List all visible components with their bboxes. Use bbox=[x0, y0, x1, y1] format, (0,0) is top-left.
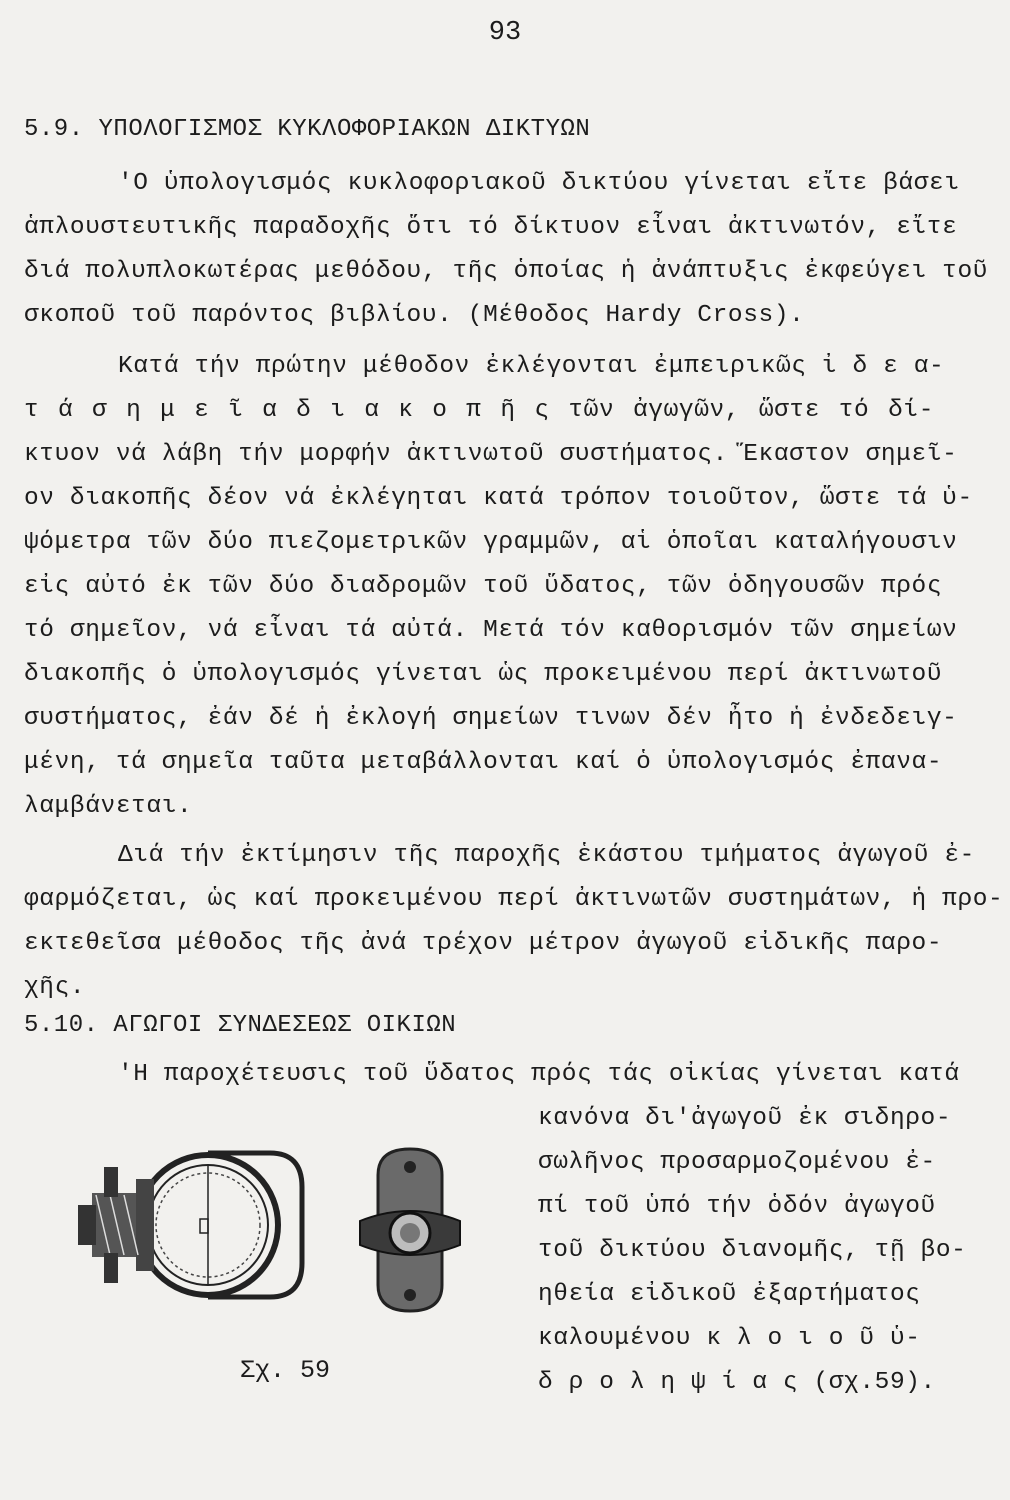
figure-caption: Σχ. 59 bbox=[240, 1356, 331, 1385]
text-line: Διά τήν ἐκτίμησιν τῆς παροχῆς ἑκάστου τμήματος ἀγωγοῦ ἐ- bbox=[118, 842, 975, 869]
text-line: ψόμετρα τῶν δύο πιεζομετρικῶν γραμμῶν, αἱ ὁποῖαι καταλήγουσιν bbox=[24, 529, 958, 556]
text-line: πί τοῦ ὑπό τήν ὁδόν ἀγωγοῦ bbox=[538, 1193, 936, 1220]
text-line: ον διακοπῆς δέον νά ἐκλέγηται κατά τρόπον τοιοῦτον, ὥστε τά ὑ- bbox=[24, 485, 973, 512]
section-5-10-heading: 5.10. ΑΓΩΓΟΙ ΣΥΝΔΕΣΕΩΣ ΟΙΚΙΩΝ bbox=[24, 1012, 457, 1039]
clamp-side-view bbox=[78, 1153, 302, 1297]
text-line: φαρμόζεται, ὡς καί προκειμένου περί ἀκτινωτῶν συστημάτων, ἡ προ- bbox=[24, 886, 1004, 913]
text-line: συστήματος, ἐάν δέ ἡ ἐκλογή σημείων τινων δέν ἦτο ἡ ἐνδεδειγ- bbox=[24, 705, 958, 732]
text-line: τ ά σ η μ ε ῖ α δ ι α κ ο π ῆ ς τῶν ἀγωγῶν, ὥστε τό δί- bbox=[24, 397, 934, 424]
section-5-9-heading: 5.9. ΥΠΟΛΟΓΙΣΜΟΣ ΚΥΚΛΟΦΟΡΙΑΚΩΝ ΔΙΚΤΥΩΝ bbox=[24, 116, 591, 143]
text-line: εκτεθεῖσα μέθοδος τῆς ἀνά τρέχον μέτρον ἀγωγοῦ εἰδικῆς παρο- bbox=[24, 930, 943, 957]
clamp-top-view bbox=[360, 1149, 460, 1311]
text-line: κανόνα δι'ἀγωγοῦ ἐκ σιδηρο- bbox=[538, 1105, 952, 1132]
text-line: κτυον νά λάβη τήν μορφήν ἀκτινωτοῦ συστήματος. Ἕκαστον σημεῖ- bbox=[24, 441, 958, 468]
text-line: 'Ο ὑπολογισμός κυκλοφοριακοῦ δικτύου γίνεται εἴτε βάσει bbox=[118, 170, 960, 197]
text-line: τοῦ δικτύου διανομῆς, τῇ βο- bbox=[538, 1237, 967, 1264]
text-line: μένη, τά σημεῖα ταῦτα μεταβάλλονται καί ὁ ὑπολογισμός ἐπανα- bbox=[24, 749, 943, 776]
page-number: 93 bbox=[488, 18, 522, 48]
text-line: εἰς αὐτό ἐκ τῶν δύο διαδρομῶν τοῦ ὕδατος, τῶν ὁδηγουσῶν πρός bbox=[24, 573, 943, 600]
text-line: ηθεία εἰδικοῦ ἐξαρτήματος bbox=[538, 1281, 921, 1308]
text-line: σωλῆνος προσαρμοζομένου ἐ- bbox=[538, 1149, 936, 1176]
text-line: χῆς. bbox=[24, 974, 86, 1001]
text-line: λαμβάνεται. bbox=[24, 793, 193, 820]
text-line: διακοπῆς ὁ ὑπολογισμός γίνεται ὡς προκειμένου περί ἀκτινωτοῦ bbox=[24, 661, 943, 688]
text-line: 'Η παροχέτευσις τοῦ ὕδατος πρός τάς οἰκίας γίνεται κατά bbox=[118, 1061, 960, 1088]
text-line: Κατά τήν πρώτην μέθοδον ἐκλέγονται ἐμπειρικῶς ἰ δ ε α- bbox=[118, 353, 945, 380]
text-line: διά πολυπλοκωτέρας μεθόδου, τῆς ὁποίας ἡ ἀνάπτυξις ἐκφεύγει τοῦ bbox=[24, 258, 989, 285]
pipe-clamp-figure bbox=[70, 1135, 510, 1325]
text-line: τό σημεῖον, νά εἶναι τά αὐτά. Μετά τόν καθορισμόν τῶν σημείων bbox=[24, 617, 958, 644]
text-line: ἁπλουστευτικῆς παραδοχῆς ὅτι τό δίκτυον εἶναι ἀκτινωτόν, εἴτε bbox=[24, 214, 958, 241]
text-line: καλουμένου κ λ ο ι ο ῦ ὑ- bbox=[538, 1325, 921, 1352]
text-line: δ ρ ο λ η ψ ί α ς (σχ.59). bbox=[538, 1369, 936, 1396]
text-line: σκοποῦ τοῦ παρόντος βιβλίου. (Μέθοδος Hardy Cross). bbox=[24, 302, 805, 329]
